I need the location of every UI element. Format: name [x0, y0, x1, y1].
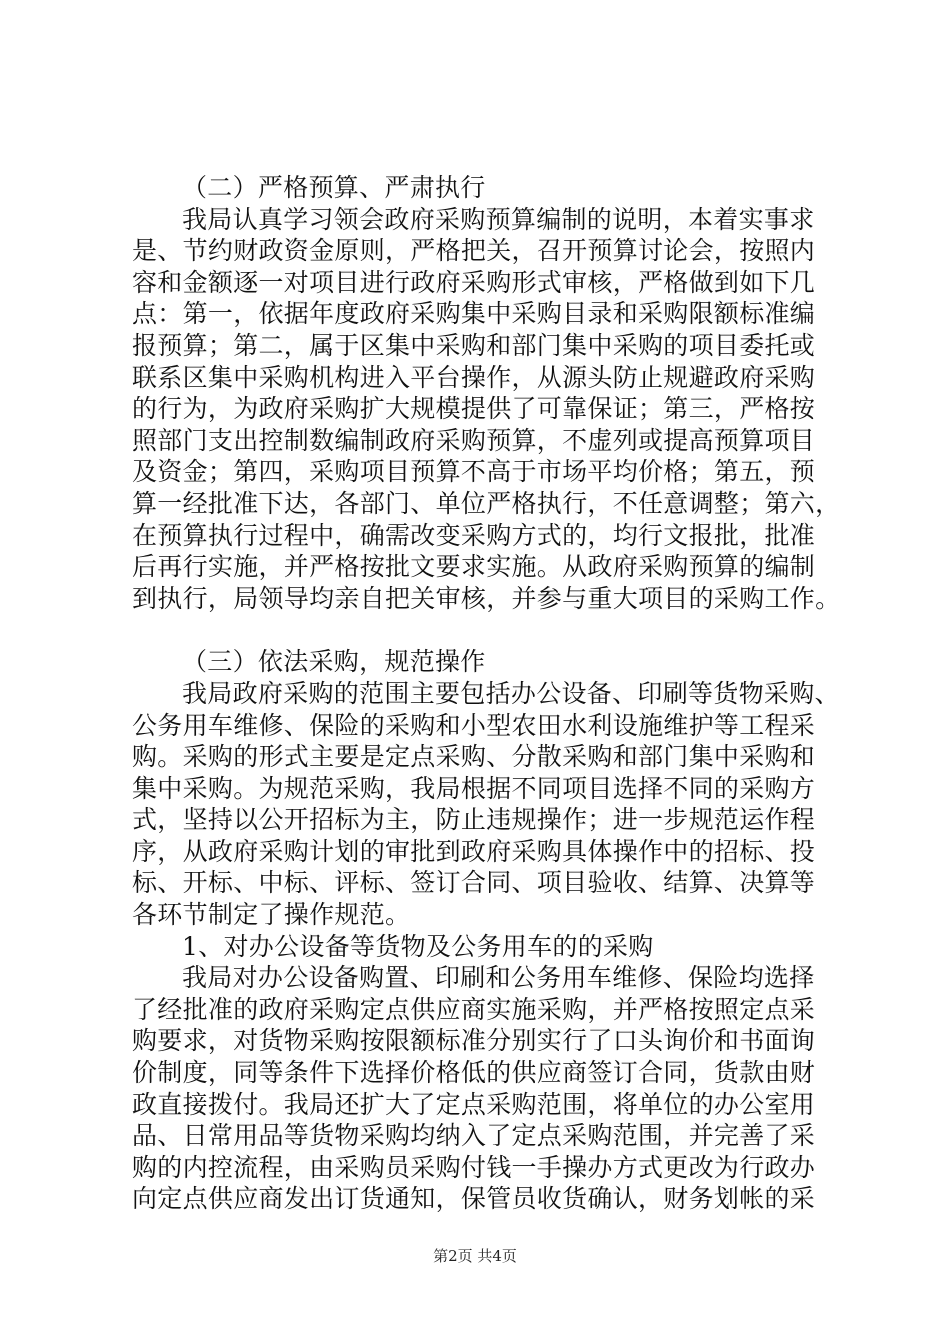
paragraph-line: 公务用车维修、保险的采购和小型农田水利设施维护等工程采 — [132, 710, 816, 740]
paragraph-line: 的行为，为政府采购扩大规模提供了可靠保证；第三，严格按 — [132, 394, 816, 424]
paragraph-line: 式，坚持以公开招标为主，防止违规操作；进一步规范运作程 — [132, 805, 816, 835]
paragraph-line: 联系区集中采购机构进入平台操作，从源头防止规避政府采购 — [132, 362, 816, 392]
paragraph-line: 标、开标、中标、评标、签订合同、项目验收、结算、决算等 — [132, 868, 816, 898]
paragraph-line: 我局政府采购的范围主要包括办公设备、印刷等货物采购、 — [182, 678, 840, 708]
paragraph-line: 在预算执行过程中，确需改变采购方式的，均行文报批，批准 — [132, 520, 816, 550]
paragraph-line: 各环节制定了操作规范。 — [132, 900, 411, 930]
section-heading: （三）依法采购，规范操作 — [182, 647, 486, 677]
paragraph-line: 品、日常用品等货物采购均纳入了定点采购范围，并完善了采 — [132, 1121, 816, 1151]
paragraph-line: 算一经批准下达，各部门、单位严格执行，不任意调整；第六， — [132, 488, 841, 518]
paragraph-line: 集中采购。为规范采购，我局根据不同项目选择不同的采购方 — [132, 773, 816, 803]
paragraph-line: 照部门支出控制数编制政府采购预算，不虚列或提高预算项目 — [132, 425, 816, 455]
paragraph-line: 购要求，对货物采购按限额标准分别实行了口头询价和书面询 — [132, 1026, 816, 1056]
paragraph-line: 后再行实施，并严格按批文要求实施。从政府采购预算的编制 — [132, 552, 816, 582]
page-number-footer: 第2页 共4页 — [433, 1247, 517, 1265]
paragraph-spacer — [132, 614, 852, 646]
paragraph-line: 及资金；第四，采购项目预算不高于市场平均价格；第五，预 — [132, 457, 816, 487]
document-body — [132, 172, 852, 1215]
paragraph-line: 点：第一，依据年度政府采购集中采购目录和采购限额标准编 — [132, 299, 816, 329]
paragraph-line: 价制度，同等条件下选择价格低的供应商签订合同，货款由财 — [132, 1058, 816, 1088]
paragraph-line: 是、节约财政资金原则，严格把关，召开预算讨论会，按照内 — [132, 236, 816, 266]
paragraph-line: 了经批准的政府采购定点供应商实施采购，并严格按照定点采 — [132, 994, 816, 1024]
paragraph-line: 报预算；第二，属于区集中采购和部门集中采购的项目委托或 — [132, 330, 816, 360]
paragraph-line: 政直接拨付。我局还扩大了定点采购范围，将单位的办公室用 — [132, 1089, 816, 1119]
paragraph-line: 到执行，局领导均亲自把关审核，并参与重大项目的采购工作。 — [132, 583, 841, 613]
paragraph-line: 购的内控流程，由采购员采购付钱一手操办方式更改为行政办 — [132, 1152, 816, 1182]
paragraph-line: 我局认真学习领会政府采购预算编制的说明，本着实事求 — [182, 204, 815, 234]
paragraph-line: 向定点供应商发出订货通知，保管员收货确认，财务划帐的采 — [132, 1184, 816, 1214]
subsection-heading: 1、对办公设备等货物及公务用车的的采购 — [182, 931, 654, 961]
paragraph-line: 容和金额逐一对项目进行政府采购形式审核，严格做到如下几 — [132, 267, 816, 297]
paragraph-line: 序，从政府采购计划的审批到政府采购具体操作中的招标、投 — [132, 836, 816, 866]
section-heading: （二）严格预算、严肃执行 — [182, 173, 486, 202]
paragraph-line: 我局对办公设备购置、印刷和公务用车维修、保险均选择 — [182, 963, 815, 993]
paragraph-line: 购。采购的形式主要是定点采购、分散采购和部门集中采购和 — [132, 742, 816, 772]
